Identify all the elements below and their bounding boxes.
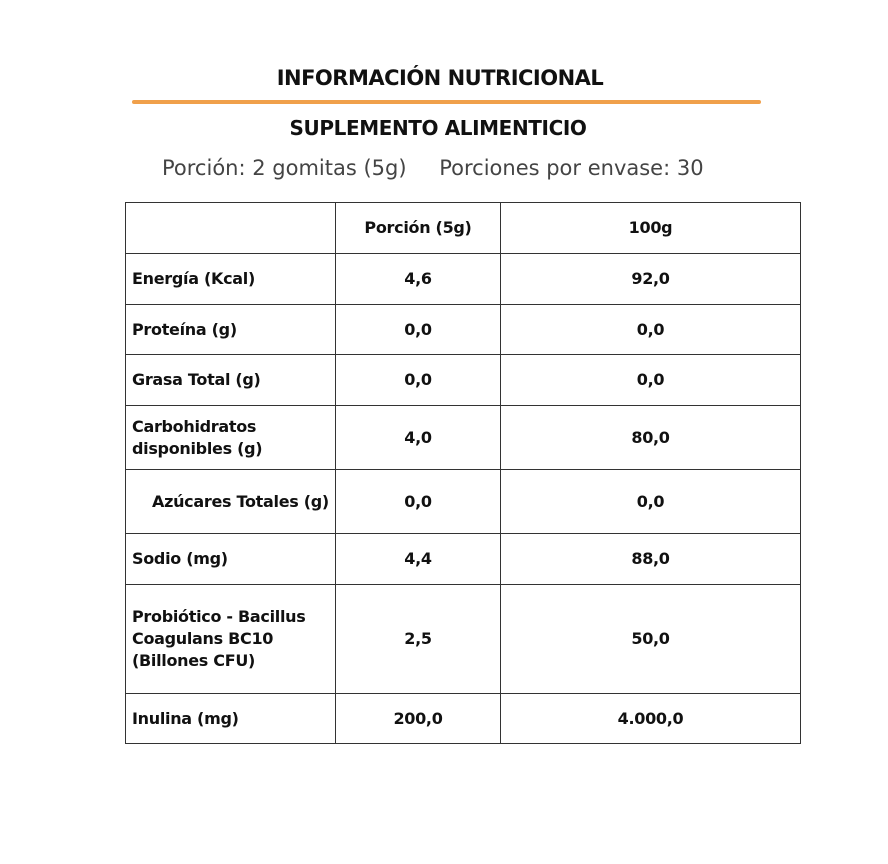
serving-size: Porción: 2 gomitas (5g)	[162, 156, 407, 180]
serving-info	[162, 156, 704, 180]
table-row	[126, 585, 801, 694]
row-100g-value: 92,0	[501, 254, 801, 305]
row-portion-value: 4,4	[336, 534, 501, 585]
row-100g-value: 0,0	[501, 355, 801, 406]
row-label: Proteína (g)	[126, 305, 336, 355]
row-portion-value: 0,0	[336, 355, 501, 406]
row-100g-value: 88,0	[501, 534, 801, 585]
row-label-line: Coagulans BC10	[132, 629, 274, 648]
table-header-row	[126, 203, 801, 254]
table-row	[126, 470, 801, 534]
row-portion-value: 0,0	[336, 305, 501, 355]
nutrition-table	[125, 202, 801, 744]
accent-divider	[132, 100, 761, 104]
row-label	[126, 406, 336, 470]
row-label-line: (Billones CFU)	[132, 651, 256, 670]
row-portion-value: 200,0	[336, 694, 501, 744]
row-label: Energía (Kcal)	[126, 254, 336, 305]
row-100g-value: 80,0	[501, 406, 801, 470]
row-label: Grasa Total (g)	[126, 355, 336, 406]
table-row	[126, 406, 801, 470]
row-label: Sodio (mg)	[126, 534, 336, 585]
table-row	[126, 355, 801, 406]
row-portion-value: 2,5	[336, 585, 501, 694]
row-100g-value: 4.000,0	[501, 694, 801, 744]
row-portion-value: 4,6	[336, 254, 501, 305]
table-row	[126, 534, 801, 585]
table-row	[126, 305, 801, 355]
page-subtitle: SUPLEMENTO ALIMENTICIO	[289, 116, 587, 140]
row-portion-value: 0,0	[336, 470, 501, 534]
row-100g-value: 0,0	[501, 470, 801, 534]
row-100g-value: 0,0	[501, 305, 801, 355]
row-label: Inulina (mg)	[126, 694, 336, 744]
row-label: Azúcares Totales (g)	[126, 470, 336, 534]
page-title: INFORMACIÓN NUTRICIONAL	[276, 66, 604, 90]
table-row	[126, 254, 801, 305]
header-cell-label	[126, 203, 336, 254]
row-label	[126, 585, 336, 694]
servings-per-container: Porciones por envase: 30	[439, 156, 704, 180]
header-cell-100g: 100g	[501, 203, 801, 254]
header-cell-portion: Porción (5g)	[336, 203, 501, 254]
row-label-line: Probiótico - Bacillus	[132, 607, 306, 626]
row-portion-value: 4,0	[336, 406, 501, 470]
row-100g-value: 50,0	[501, 585, 801, 694]
table-row	[126, 694, 801, 744]
row-label-line: Carbohidratos	[132, 416, 257, 436]
row-label-line: disponibles (g)	[132, 438, 263, 458]
